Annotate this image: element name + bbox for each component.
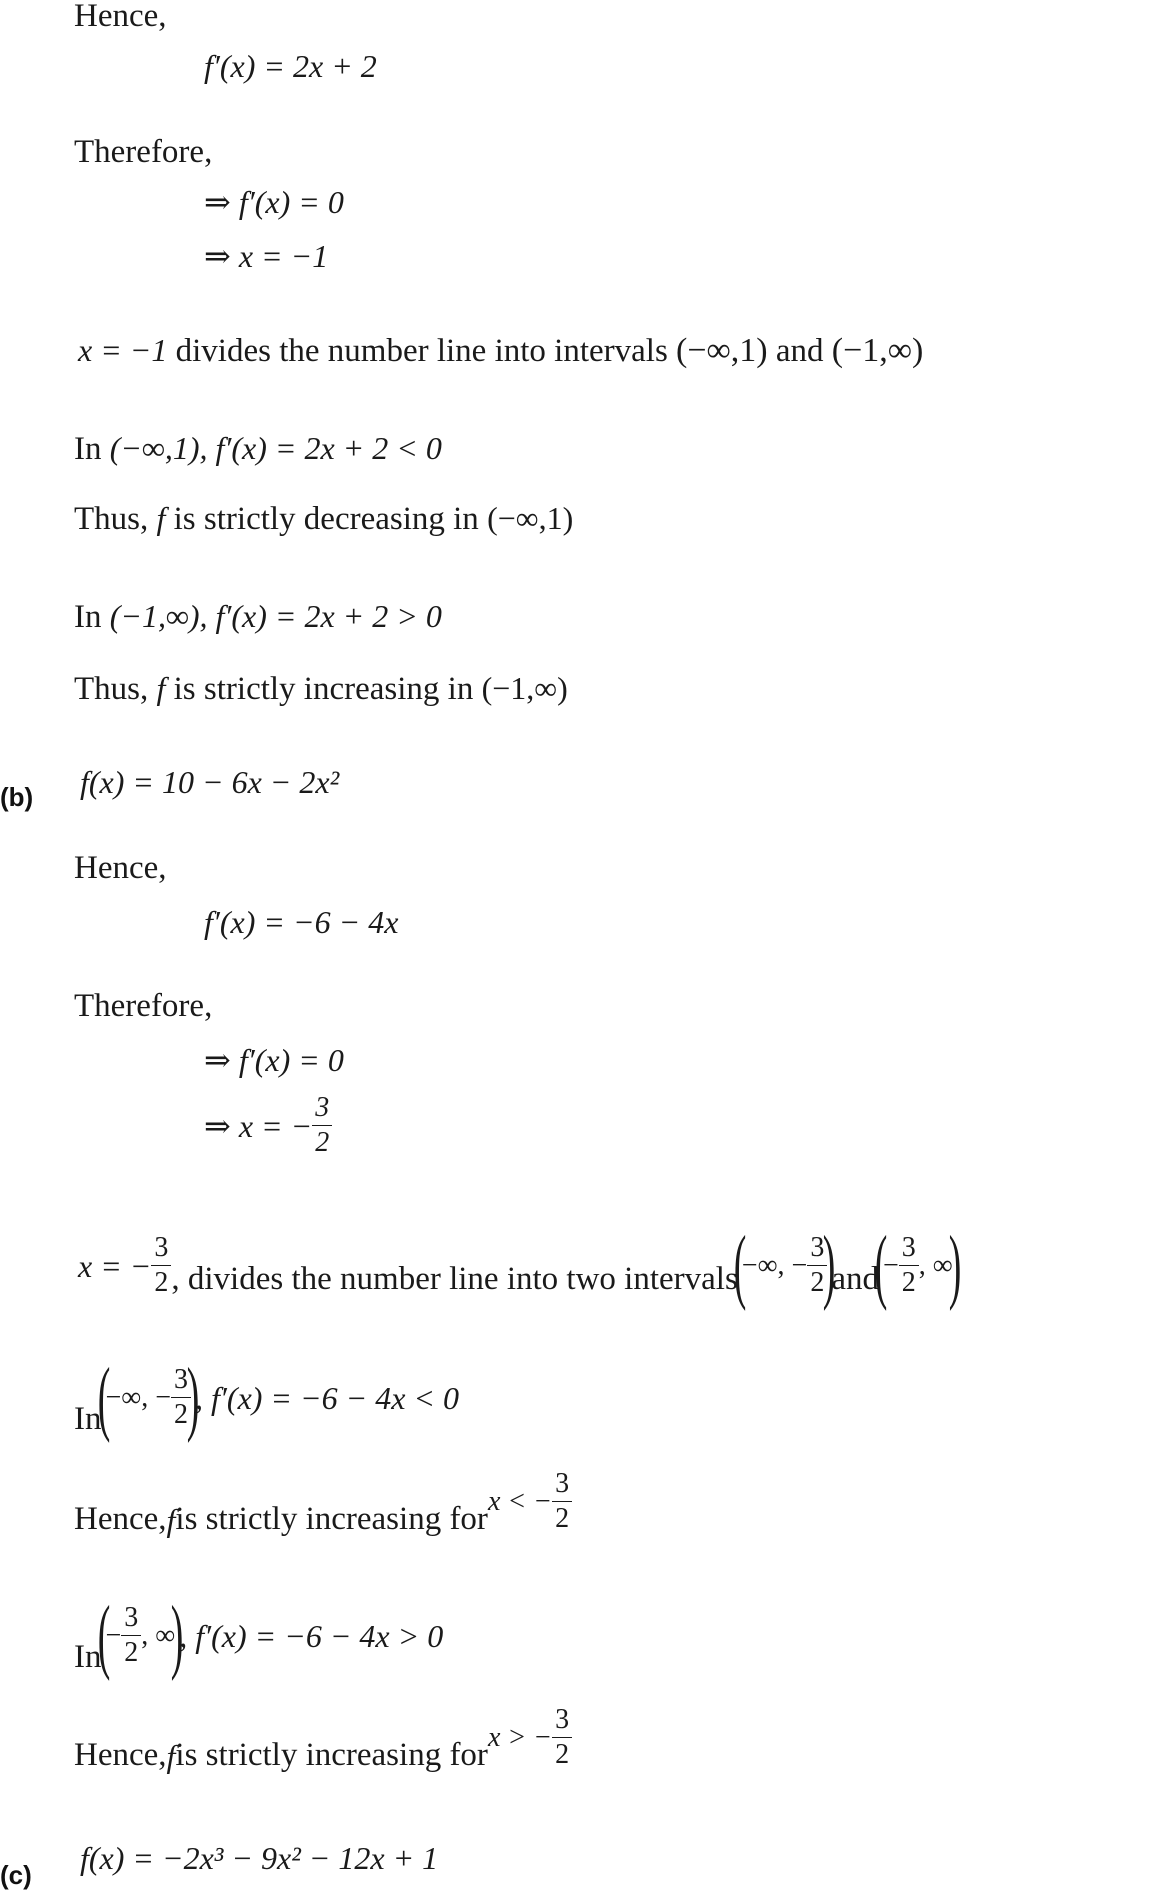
part-label-c: (c): [0, 1860, 32, 1890]
conclusion-increasing-3: Hence,fis strictly increasing forx > − $\frac{3}{2}$: [74, 1706, 572, 1769]
part-label-b: (b): [0, 782, 34, 812]
critical-equation-b: ⇒ f′(x) = 0: [204, 1042, 344, 1078]
conclusion-increasing-1: Thus, f is strictly increasing in (−1,∞): [74, 670, 568, 707]
critical-point-1: ⇒ x = −1: [204, 238, 329, 274]
fraction-three-halves: $\frac{3}{2}$: [312, 1094, 332, 1157]
therefore-text-2: Therefore,: [74, 988, 213, 1024]
interval-check-1: In (−∞,1), f′(x) = 2x + 2 < 0: [74, 430, 442, 467]
interval-check-3: In(−∞, − $\frac{3}{2}$ ), f′(x) = −6 − 4x < 0: [74, 1351, 459, 1444]
function-c: f(x) = −2x³ − 9x² − 12x + 1: [80, 1840, 439, 1876]
critical-point-b: ⇒ x = − $\frac{3}{2}$: [204, 1094, 332, 1157]
therefore-text-1: Therefore,: [74, 134, 213, 170]
conclusion-decreasing: Thus, f is strictly decreasing in (−∞,1): [74, 500, 574, 537]
interval-check-2: In (−1,∞), f′(x) = 2x + 2 > 0: [74, 598, 442, 635]
interval-check-4: In(− $\frac{3}{2}$ , ∞), f′(x) = −6 − 4x > 0: [74, 1589, 444, 1682]
hence-text-1: Hence,: [74, 0, 167, 34]
critical-equation-1: ⇒ f′(x) = 0: [204, 184, 344, 220]
hence-text-2: Hence,: [74, 850, 167, 886]
derivative-equation-b: f′(x) = −6 − 4x: [204, 904, 399, 940]
derivative-equation-1: f′(x) = 2x + 2: [204, 48, 377, 84]
function-b: f(x) = 10 − 6x − 2x²: [80, 764, 340, 800]
interval-division-2: x = − $\frac{3}{2}$ , divides the number line into two intervals(−∞, − $\frac{3}{2}$ )and(− $\frac{3}{2}$ , ∞): [78, 1219, 962, 1312]
interval-division-1: x = −1 divides the number line into intervals (−∞,1) and (−1,∞): [78, 332, 924, 369]
conclusion-increasing-2: Hence,fis strictly increasing forx < − $\frac{3}{2}$: [74, 1470, 572, 1533]
